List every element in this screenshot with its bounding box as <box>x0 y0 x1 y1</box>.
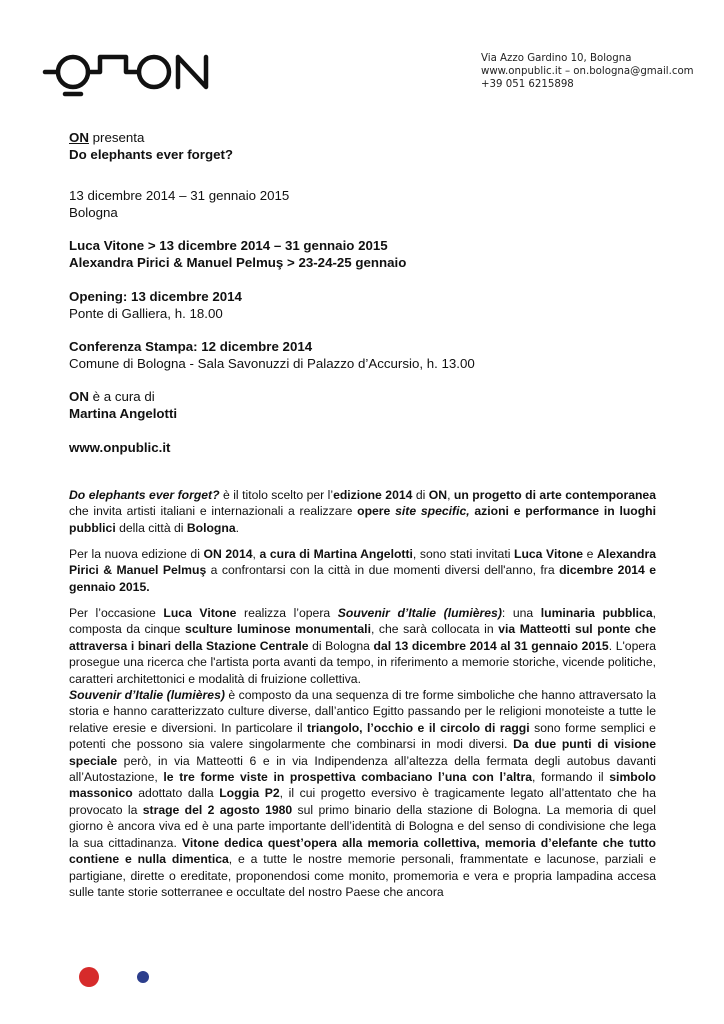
press-heading: Conferenza Stampa: 12 dicembre 2014 <box>69 339 313 354</box>
web-email[interactable]: www.onpublic.it – on.bologna@gmail.com <box>481 66 694 77</box>
paragraph-souvenir: Souvenir d’Italie (lumières) è composto da una sequenza di tre forme simboliche che hanno attraversato la storia e hanno caratterizzato culture diverse, dall’antico Egitto passando per le religioni monoteiste a tutte le relative eresie e diversioni. In particolare il triangolo, l’occhio e il circolo di raggi sono forme semplici e potenti che possono sia valere singolarmente che combinarsi in modi diversi. Da due punti di visione speciale però, in via Matteotti 6 e in via Indipendenza all’altezza della fermata degli autobus davanti all’Autostazione, le tre forme viste in prospettiva combaciano l’una con l’altra, formando il simbolo massonico adottato dalla Loggia P2, il cui progetto eversivo è tragicamente legato all’attentato che ha provocato la strage del 2 agosto 1980 sul primo binario della stazione di Bologna. La memoria di quel giorno è ancora viva ed è una parte importante dell’identità di Bologna e del senso di condivisione che lega la sua cittadinanza. Vitone dedica quest’opera alla memoria collettiva, memoria d’elefante che tutto contiene e nulla dimentica, e a tutte le nostre memorie personali, frammentate e lacunose, parziali e partigiane, dirette o ereditate, proponendosi come monito, promemoria e vera e propria lampadina accesa sulle tante storie sotterranee e occultate del nostro Paese che ancora <box>69 688 657 899</box>
artist-line-1: Luca Vitone > 13 dicembre 2014 – 31 gennaio 2015 <box>69 238 388 253</box>
exhibition-title: Do elephants ever forget? <box>69 147 234 162</box>
curator-on: ON <box>69 389 89 404</box>
presenta-label: presenta <box>88 130 145 145</box>
curator-text: è a cura di <box>88 389 155 404</box>
contact-info <box>481 52 694 91</box>
phone: +39 051 6215898 <box>481 79 574 90</box>
artists <box>69 237 659 271</box>
red-dot <box>79 967 99 987</box>
curator-name: Martina Angelotti <box>69 406 178 421</box>
opening-heading: Opening: 13 dicembre 2014 <box>69 289 242 304</box>
press-place: Comune di Bologna - Sala Savonuzzi di Palazzo d’Accursio, h. 13.00 <box>69 356 475 371</box>
paragraph-intro: Do elephants ever forget? è il titolo scelto per l’edizione 2014 di ON, un progetto di arte contemporanea che invita artisti italiani e internazionali a realizzare opere site specific, azioni e performance in luoghi pubblici della città di Bologna. <box>69 488 656 535</box>
website[interactable]: www.onpublic.it <box>69 440 171 455</box>
dates <box>69 187 659 221</box>
press-conference <box>69 338 659 372</box>
on-logo <box>42 46 224 102</box>
date-range: 13 dicembre 2014 – 31 gennaio 2015 <box>69 188 290 203</box>
blue-dot <box>137 971 149 983</box>
opening-place: Ponte di Galliera, h. 18.00 <box>69 306 223 321</box>
on-label: ON <box>69 130 89 145</box>
paragraph-edition: Per la nuova edizione di ON 2014, a cura di Martina Angelotti, sono stati invitati Luca Vitone e Alexandra Pirici & Manuel Pelmuş a confrontarsi con la città in due momenti diversi dell'anno, fra dicembre 2014 e gennaio 2015. <box>69 547 656 594</box>
paragraph-vitone: Per l’occasione Luca Vitone realizza l’opera Souvenir d’Italie (lumières): una luminaria pubblica, composta da cinque sculture luminose monumentali, che sarà collocata in via Matteotti sul ponte che attraversa i binari della Stazione Centrale di Bologna dal 13 dicembre 2014 al 31 gennaio 2015. L'opera prosegue una ricerca che l'artista porta avanti da tempo, in riferimento a memorie storiche, vicende politiche, caratteri architettonici e modalità di fruizione collettiva. Souvenir d’Italie (lumières) è composto da una sequenza di tre forme simboliche che hanno attraversato la storia e hanno caratterizzato culture diverse, dall’antico Egitto passando per le religioni monoteiste a tutte le relative eresie e diversioni. In particolare il triangolo, l’occhio e il circolo di raggi sono forme semplici e potenti che possono sia valere singolarmente che combinarsi in modi diversi. Da due punti di visione speciale però, in via Matteotti 6 e in via Indipendenza all’altezza della fermata degli autobus davanti all’Autostazione, le tre forme viste in prospettiva combaciano l’una con l’altra, formando il simbolo massonico adottato dalla Loggia P2, il cui progetto eversivo è tragicamente legato all’attentato che ha provocato la strage del 2 agosto 1980 sul primo binario della stazione di Bologna. La memoria di quel giorno è ancora viva ed è una parte importante dell’identità di Bologna e del senso di condivisione che lega la sua cittadinanza. Vitone dedica quest’opera alla memoria collettiva, memoria d’elefante che tutto contiene e nulla dimentica, e a tutte le nostre memorie personali, frammentate e lacunose, parziali e partigiane, dirette o ereditate, proponendosi come monito, promemoria e vera e propria lampadina accesa sulle tante storie sotterranee e occultate del nostro Paese che ancora <box>69 606 657 899</box>
city: Bologna <box>69 205 118 220</box>
curator <box>69 388 659 422</box>
intro <box>69 129 659 163</box>
artist-line-2: Alexandra Pirici & Manuel Pelmuş > 23-24-25 gennaio <box>69 255 407 270</box>
opening <box>69 288 659 322</box>
address: Via Azzo Gardino 10, Bologna <box>481 53 632 64</box>
